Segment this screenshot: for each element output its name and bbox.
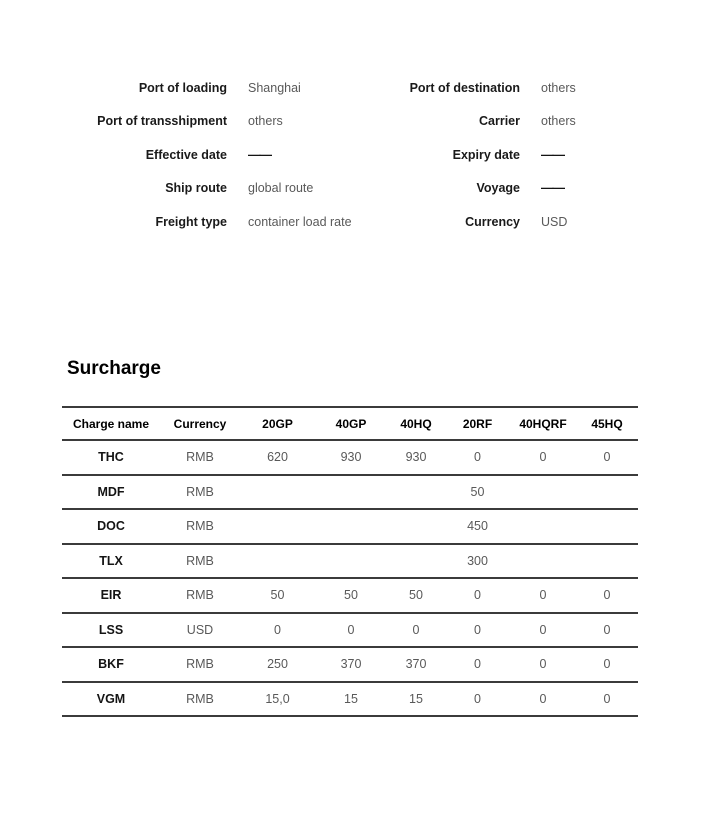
- rate-cell: [576, 509, 638, 544]
- table-row: [62, 613, 638, 648]
- table-header-row: [62, 407, 638, 440]
- rate-cell: 930: [315, 440, 387, 475]
- currency-cell: RMB: [160, 578, 240, 613]
- rate-cell: 250: [240, 647, 315, 682]
- surcharge-table: [62, 406, 638, 717]
- rate-cell: [387, 544, 445, 579]
- charge-name-cell: VGM: [62, 682, 160, 717]
- rate-cell: 50: [445, 475, 510, 510]
- field-label: Carrier: [479, 114, 520, 129]
- rate-cell: 0: [576, 613, 638, 648]
- currency-cell: USD: [160, 613, 240, 648]
- field-value: ——: [248, 147, 271, 162]
- rate-cell: 0: [445, 440, 510, 475]
- field-value: Shanghai: [248, 80, 301, 95]
- field-value: USD: [541, 214, 568, 229]
- rate-cell: [387, 475, 445, 510]
- rate-cell: [510, 509, 576, 544]
- rate-cell: 15,0: [240, 682, 315, 717]
- currency-cell: RMB: [160, 647, 240, 682]
- field-label: Currency: [465, 214, 520, 229]
- rate-cell: 300: [445, 544, 510, 579]
- rate-cell: 450: [445, 509, 510, 544]
- rate-cell: 0: [315, 613, 387, 648]
- col-header-20rf: 20RF: [445, 407, 510, 440]
- rate-cell: [576, 544, 638, 579]
- rate-cell: 15: [387, 682, 445, 717]
- charge-name-cell: BKF: [62, 647, 160, 682]
- currency-cell: RMB: [160, 509, 240, 544]
- field-label: Port of transshipment: [97, 114, 227, 129]
- rate-cell: [510, 475, 576, 510]
- table-row: [62, 440, 638, 475]
- field-label: Effective date: [145, 147, 227, 162]
- rate-cell: 0: [387, 613, 445, 648]
- field-value: ——: [541, 147, 564, 162]
- col-header-20gp: 20GP: [240, 407, 315, 440]
- field-label: Port of loading: [138, 80, 227, 95]
- rate-cell: 0: [240, 613, 315, 648]
- shipment-info: [58, 71, 644, 239]
- table-row: [62, 475, 638, 510]
- field-value: others: [541, 114, 576, 129]
- field-value: global route: [248, 181, 314, 196]
- field-label: Port of destination: [409, 80, 520, 95]
- field-value: others: [248, 114, 283, 129]
- rate-cell: 0: [445, 578, 510, 613]
- rate-cell: 0: [510, 647, 576, 682]
- charge-name-cell: THC: [62, 440, 160, 475]
- rate-cell: [387, 509, 445, 544]
- rate-cell: 50: [315, 578, 387, 613]
- field-label: Ship route: [165, 181, 227, 196]
- col-header-45hq: 45HQ: [576, 407, 638, 440]
- table-row: [62, 647, 638, 682]
- charge-name-cell: DOC: [62, 509, 160, 544]
- rate-cell: [315, 475, 387, 510]
- currency-cell: RMB: [160, 475, 240, 510]
- charge-name-cell: TLX: [62, 544, 160, 579]
- rate-cell: 0: [510, 682, 576, 717]
- rate-cell: 0: [576, 440, 638, 475]
- currency-cell: RMB: [160, 682, 240, 717]
- col-header-charge-name: Charge name: [62, 407, 160, 440]
- charge-name-cell: MDF: [62, 475, 160, 510]
- rate-cell: [240, 544, 315, 579]
- rate-cell: 0: [510, 613, 576, 648]
- field-value: ——: [541, 181, 564, 196]
- col-header-40hqrf: 40HQRF: [510, 407, 576, 440]
- rate-cell: 0: [445, 647, 510, 682]
- rate-cell: 0: [576, 578, 638, 613]
- field-value: container load rate: [248, 214, 352, 229]
- field-label: Freight type: [155, 214, 227, 229]
- rate-cell: [315, 509, 387, 544]
- rate-cell: 50: [240, 578, 315, 613]
- rate-cell: 15: [315, 682, 387, 717]
- table-row: [62, 682, 638, 717]
- rate-cell: 0: [445, 682, 510, 717]
- charge-name-cell: LSS: [62, 613, 160, 648]
- charge-name-cell: EIR: [62, 578, 160, 613]
- rate-cell: 0: [576, 682, 638, 717]
- rate-cell: 0: [576, 647, 638, 682]
- col-header-40hq: 40HQ: [387, 407, 445, 440]
- rate-cell: 370: [315, 647, 387, 682]
- field-value: others: [541, 80, 576, 95]
- field-label: Voyage: [476, 181, 520, 196]
- rate-cell: 620: [240, 440, 315, 475]
- surcharge-heading: Surcharge: [67, 357, 161, 379]
- rate-cell: [576, 475, 638, 510]
- currency-cell: RMB: [160, 440, 240, 475]
- field-label: Expiry date: [452, 147, 520, 162]
- rate-cell: [240, 509, 315, 544]
- rate-cell: 0: [445, 613, 510, 648]
- col-header-40gp: 40GP: [315, 407, 387, 440]
- rate-cell: 0: [510, 440, 576, 475]
- col-header-currency: Currency: [160, 407, 240, 440]
- table-row: [62, 578, 638, 613]
- rate-cell: [315, 544, 387, 579]
- rate-cell: 50: [387, 578, 445, 613]
- table-row: [62, 544, 638, 579]
- rate-cell: 930: [387, 440, 445, 475]
- rate-cell: 0: [510, 578, 576, 613]
- rate-cell: [240, 475, 315, 510]
- rate-cell: 370: [387, 647, 445, 682]
- currency-cell: RMB: [160, 544, 240, 579]
- rate-cell: [510, 544, 576, 579]
- table-row: [62, 509, 638, 544]
